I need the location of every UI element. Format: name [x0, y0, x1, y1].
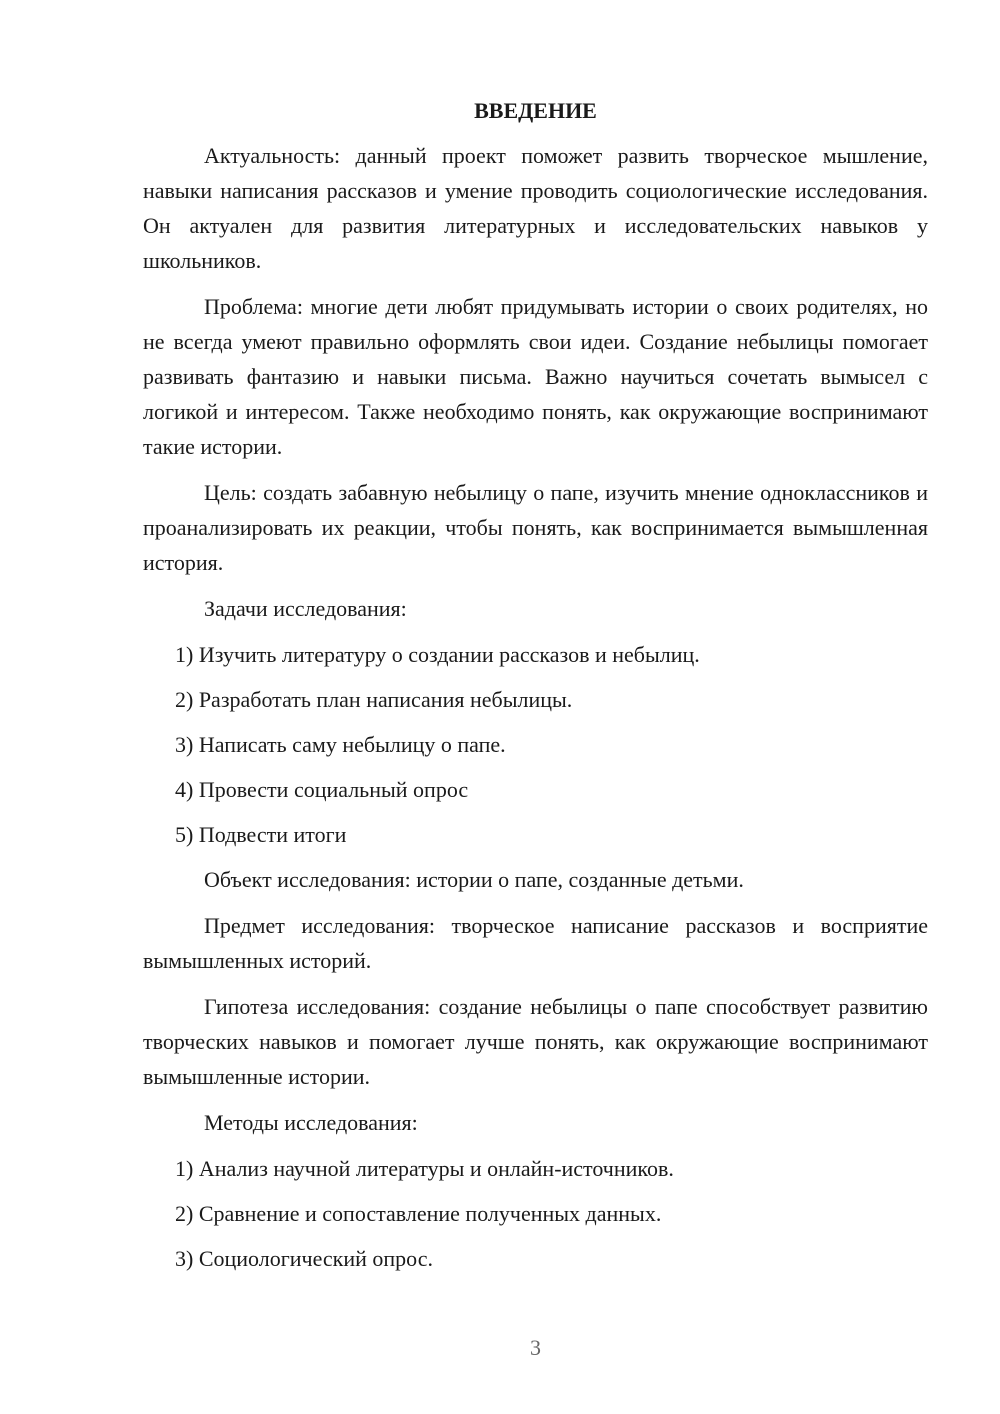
task-item: 1) Изучить литературу о создании рассказов и небылиц.: [175, 642, 700, 667]
page-number: 3: [530, 1335, 541, 1360]
object-paragraph: Объект исследования: истории о папе, созданные детьми.: [204, 867, 744, 892]
subject-paragraph: Предмет исследования: творческое написание рассказов и восприятие вымышленных историй.: [143, 913, 928, 973]
tasks-heading: Задачи исследования:: [204, 596, 407, 621]
task-item: 2) Разработать план написания небылицы.: [175, 687, 573, 712]
method-item: 2) Сравнение и сопоставление полученных данных.: [175, 1201, 662, 1226]
task-item: 3) Написать саму небылицу о папе.: [175, 732, 506, 757]
relevance-paragraph: Актуальность: данный проект поможет развить творческое мышление, навыки написания рассказов и умение проводить социологические исследования. Он актуален для развития литературных и исследовательских навыков у школьников.: [143, 143, 928, 273]
goal-paragraph: Цель: создать забавную небылицу о папе, изучить мнение одноклассников и проанализировать их реакции, чтобы понять, как воспринимается вымышленная история.: [143, 480, 928, 575]
task-item: 4) Провести социальный опрос: [175, 777, 469, 802]
page-title: ВВЕДЕНИЕ: [474, 98, 597, 123]
hypothesis-paragraph: Гипотеза исследования: создание небылицы о папе способствует развитию творческих навыков и помогает лучше понять, как окружающие воспринимают вымышленные истории.: [143, 994, 928, 1089]
tasks-list: [143, 637, 928, 852]
method-item: 1) Анализ научной литературы и онлайн-источников.: [175, 1156, 674, 1181]
method-item: 3) Социологический опрос.: [175, 1246, 433, 1271]
methods-heading: Методы исследования:: [204, 1110, 418, 1135]
task-item: 5) Подвести итоги: [175, 822, 347, 847]
methods-list: [143, 1151, 928, 1276]
problem-paragraph: Проблема: многие дети любят придумывать истории о своих родителях, но не всегда умеют правильно оформлять свои идеи. Создание небылицы помогает развивать фантазию и навыки письма. Важно научиться сочетать вымысел с логикой и интересом. Также необходимо понять, как окружающие воспринимают такие истории.: [143, 294, 928, 459]
